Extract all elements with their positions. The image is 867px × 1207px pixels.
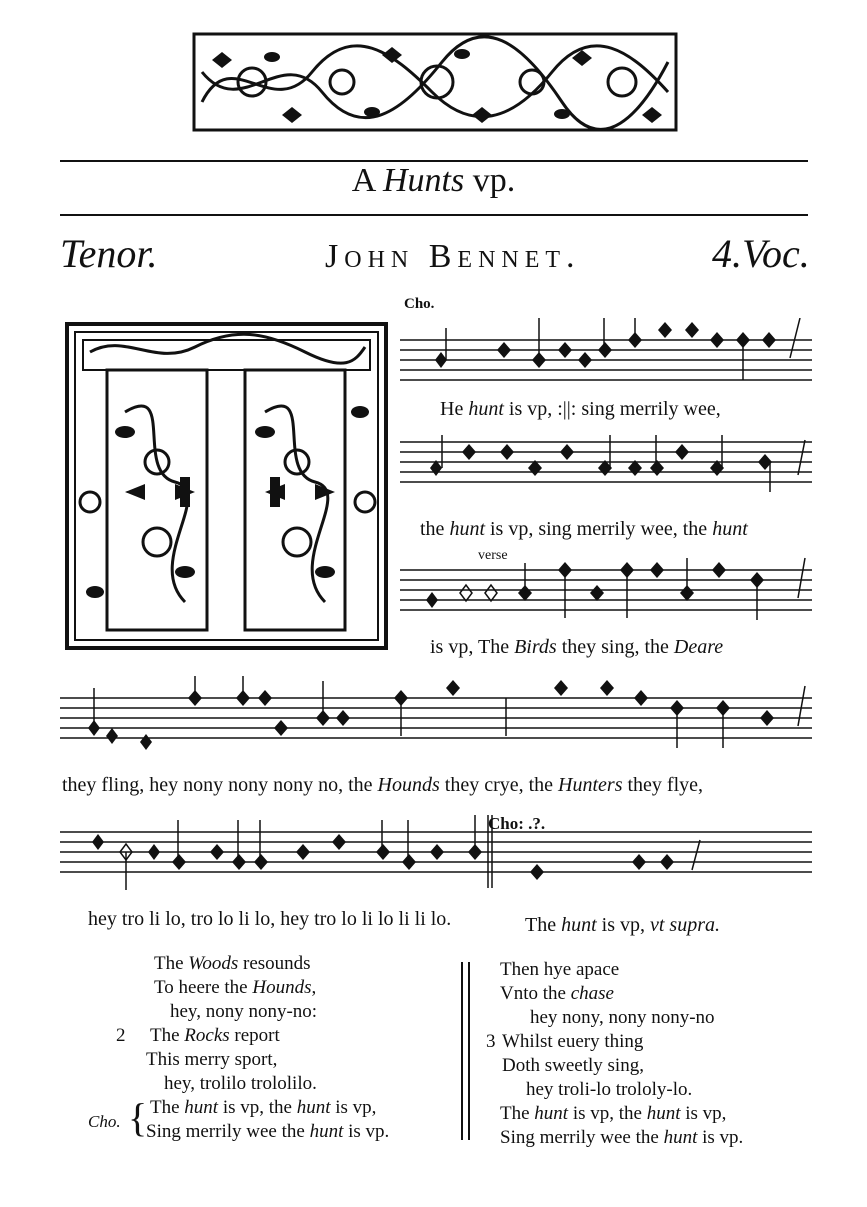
chorus-margin-label: Cho. (88, 1112, 121, 1131)
verse-line: hey nony, nony nony-no (530, 1007, 715, 1028)
chorus-label-2: Cho: .?. (488, 814, 546, 833)
verse-line: Then hye apace (500, 959, 620, 980)
verse-line: The hunt is vp, the hunt is vp, (500, 1103, 727, 1124)
voice-count: 4.Voc. (712, 231, 810, 276)
verse-line: Doth sweetly sing, (502, 1055, 644, 1076)
column-divider-1 (461, 962, 463, 1140)
voice-part: Tenor. (60, 231, 158, 276)
column-divider-2 (468, 962, 470, 1140)
music-staff-1 (400, 318, 812, 388)
chorus-label: Cho. (404, 296, 435, 312)
verse-line: This merry sport, (146, 1049, 278, 1070)
verse-line: hey, nony nony-no: (170, 1001, 318, 1022)
lyric-line-6: The hunt is vp, vt supra. (525, 914, 720, 936)
verse-line: The hunt is vp, the hunt is vp, (150, 1097, 377, 1118)
verse-line: 3 Whilst euery thing (486, 1031, 644, 1052)
verse-line: Sing merrily wee the hunt is vp. (146, 1121, 390, 1142)
verse-line: To heere the Hounds, (154, 977, 317, 998)
decorated-initial-t (65, 322, 388, 650)
lyric-line-3: is vp, The Birds they sing, the Deare (430, 636, 724, 658)
lyric-line-1: He hunt is vp, :||: sing merrily wee, (440, 398, 721, 420)
ornamental-headpiece (192, 32, 678, 132)
lyric-line-4: they fling, hey nony nony nony no, the Hounds they crye, the Hunters they flye, (62, 774, 704, 796)
verses-left-column (110, 952, 389, 1144)
lyric-line-5: hey tro li lo, tro lo li lo, hey tro lo li lo li li lo. (88, 908, 452, 930)
verses-right-column (486, 958, 743, 1150)
music-staff-5 (60, 810, 812, 900)
lyric-line-2: the hunt is vp, sing merrily wee, the hunt (420, 518, 748, 540)
rule-under-title (60, 214, 808, 216)
verse-label: verse (478, 548, 508, 563)
verse-line: The Woods resounds (154, 953, 311, 974)
music-staff-4 (60, 676, 812, 756)
verse-line: 2 The Rocks report (116, 1025, 280, 1046)
verse-line: hey troli-lo trololy-lo. (526, 1079, 693, 1100)
verse-line: hey, trolilo trololilo. (164, 1073, 317, 1094)
verse-line: Vnto the chase (500, 983, 614, 1004)
composer-name: John Bennet. (325, 238, 581, 275)
verse-line: Sing merrily wee the hunt is vp. (500, 1127, 744, 1148)
music-staff-3 (400, 548, 812, 628)
music-staff-2 (400, 430, 812, 500)
chorus-brace: { (128, 1095, 148, 1140)
song-title: A Hunts vp. (351, 162, 516, 199)
